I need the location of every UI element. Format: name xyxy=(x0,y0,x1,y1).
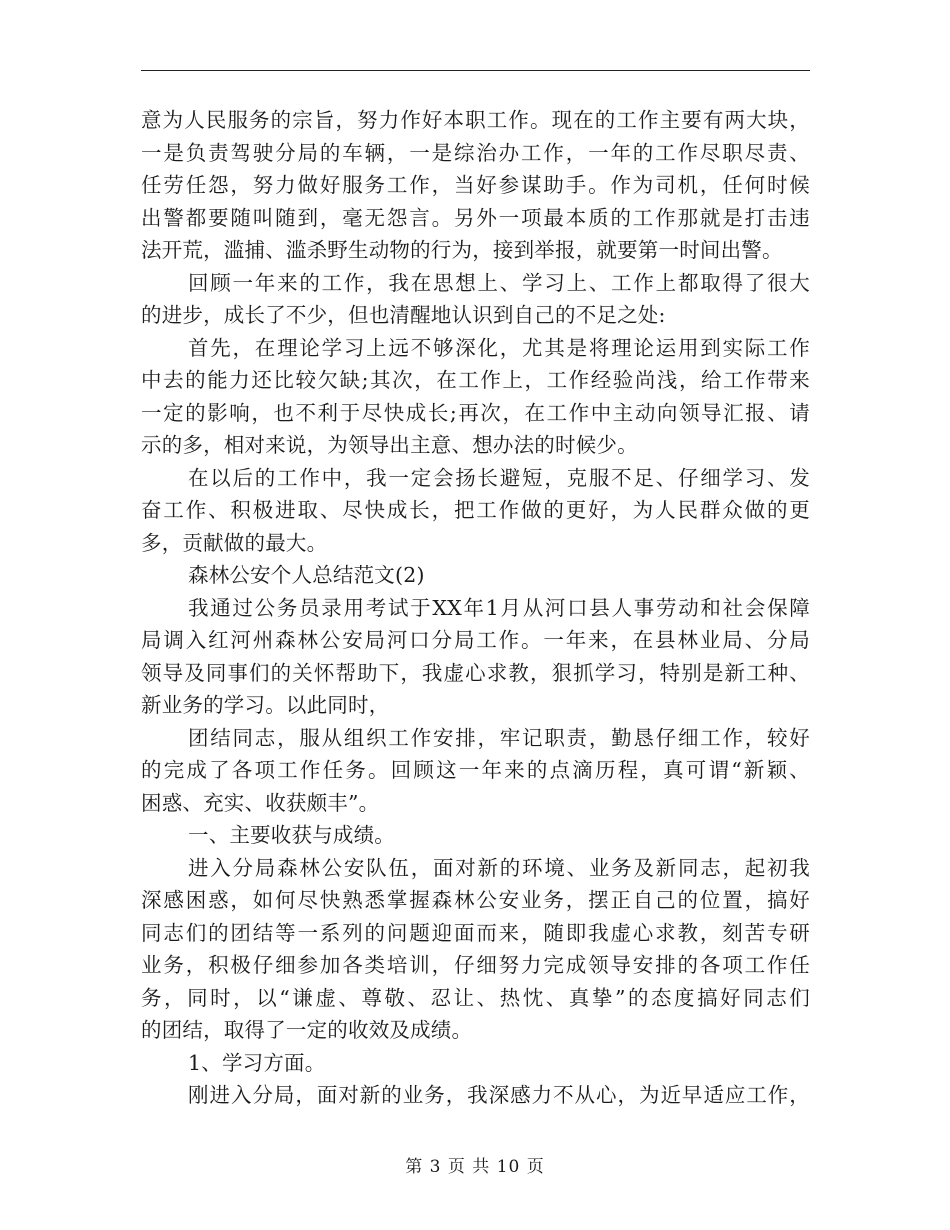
header-rule xyxy=(141,70,810,71)
text-line: 新业务的学习。以此同时， xyxy=(141,693,390,717)
text-line: 进入分局森林公安队伍，面对新的环境、业务及新同志，起初我 xyxy=(188,855,810,880)
text-line: 在以后的工作中，我一定会扬长避短，克服不足、仔细学习、发 xyxy=(188,465,810,490)
text-line: 一定的影响，也不利于尽快成长;再次，在工作中主动向领导汇报、请 xyxy=(141,400,810,425)
text-line: 法开荒，滥捕、滥杀野生动物的行为，接到举报，就要第一时间出警。 xyxy=(141,238,783,262)
text-line: 中去的能力还比较欠缺;其次，在工作上，工作经验尚浅，给工作带来 xyxy=(141,368,810,392)
text-line: 出警都要随叫随到，毫无怨言。另外一项最本质的工作那就是打击违 xyxy=(141,205,810,230)
text-line: 示的多，相对来说，为领导出主意、想办法的时候少。 xyxy=(141,433,638,457)
text-line: 奋工作、积极进取、尽快成长，把工作做的更好，为人民群众做的更 xyxy=(141,498,810,522)
text-line: 回顾一年来的工作，我在思想上、学习上、工作上都取得了很大 xyxy=(188,270,810,295)
text-line: 的完成了各项工作任务。回顾这一年来的点滴历程，真可谓“新颖、 xyxy=(141,758,810,782)
text-line: 的团结，取得了一定的收效及成绩。 xyxy=(141,1018,473,1042)
text-line: 困惑、充实、收获颇丰”。 xyxy=(141,790,380,815)
text-line: 多，贡献做的最大。 xyxy=(141,530,328,555)
text-line: 同志们的团结等一系列的问题迎面而来，随即我虚心求教，刻苦专研 xyxy=(141,920,810,945)
text-line: 一是负责驾驶分局的车辆，一是综治办工作，一年的工作尽职尽责、 xyxy=(141,140,810,165)
document-body xyxy=(141,104,810,1112)
text-line: 我通过公务员录用考试于XX年1月从河口县人事劳动和社会保障 xyxy=(188,595,810,620)
text-line: 领导及同事们的关怀帮助下，我虚心求教，狠抓学习，特别是新工种、 xyxy=(141,660,810,685)
page-footer: 第 3 页 共 10 页 xyxy=(405,1157,545,1177)
text-line: 业务，积极仔细参加各类培训，仔细努力完成领导安排的各项工作任 xyxy=(141,953,810,977)
text-line: 意为人民服务的宗旨，努力作好本职工作。现在的工作主要有两大块， xyxy=(141,108,810,132)
text-line: 务，同时，以“谦虚、尊敬、忍让、热忱、真挚”的态度搞好同志们 xyxy=(141,985,810,1010)
text-line: 的进步，成长了不少，但也清醒地认识到自己的不足之处: xyxy=(141,303,666,327)
text-line: 刚进入分局，面对新的业务，我深感力不从心，为近早适应工作， xyxy=(188,1083,810,1107)
text-line: 局调入红河州森林公安局河口分局工作。一年来，在县林业局、分局 xyxy=(141,628,810,652)
text-line: 一、主要收获与成绩。 xyxy=(188,823,395,847)
text-line: 1、学习方面。 xyxy=(188,1050,326,1075)
text-line: 任劳任怨，努力做好服务工作，当好参谋助手。作为司机，任何时候 xyxy=(141,173,810,197)
text-line: 深感困惑，如何尽快熟悉掌握森林公安业务，摆正自己的位置，搞好 xyxy=(141,888,810,912)
text-line: 团结同志，服从组织工作安排，牢记职责，勤恳仔细工作，较好 xyxy=(188,725,810,750)
text-line: 森林公安个人总结范文(2) xyxy=(188,563,425,587)
text-line: 首先，在理论学习上远不够深化，尤其是将理论运用到实际工作 xyxy=(188,335,810,360)
